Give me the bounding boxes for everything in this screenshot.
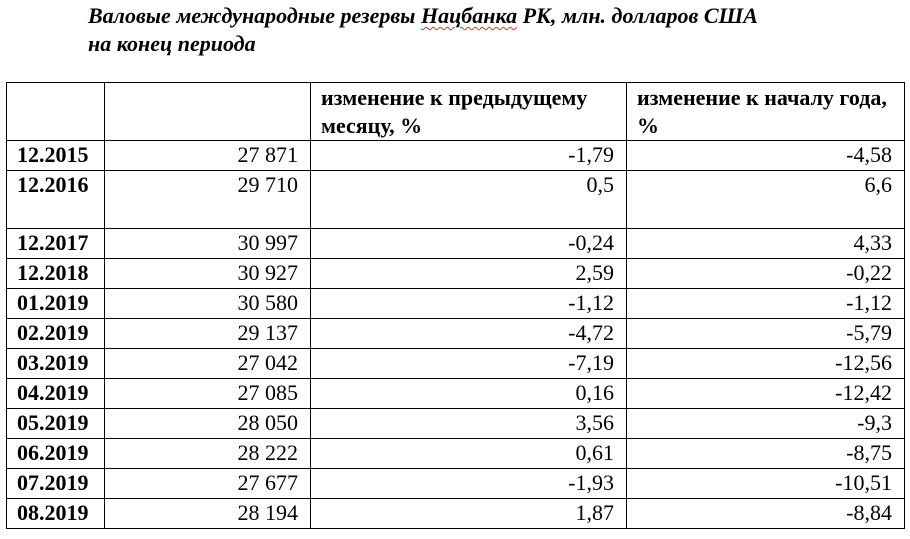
title-line-1 <box>88 2 758 30</box>
period-cell: 03.2019 <box>7 349 105 379</box>
document-title <box>88 2 758 58</box>
change-year-start-cell: -5,79 <box>627 319 905 349</box>
table-row <box>7 171 905 229</box>
table-row <box>7 349 905 379</box>
table-row <box>7 319 905 349</box>
period-cell: 02.2019 <box>7 319 105 349</box>
header-reserves <box>105 83 311 141</box>
change-prev-month-cell: -1,79 <box>311 141 627 171</box>
period-cell: 05.2019 <box>7 409 105 439</box>
reserves-cell: 28 222 <box>105 439 311 469</box>
title-spellcheck-word: Нацбанка <box>420 3 518 28</box>
reserves-cell: 28 194 <box>105 499 311 529</box>
change-year-start-cell: 6,6 <box>627 171 905 229</box>
change-prev-month-cell: -1,12 <box>311 289 627 319</box>
change-prev-month-cell: -1,93 <box>311 469 627 499</box>
header-period <box>7 83 105 141</box>
period-cell: 12.2017 <box>7 229 105 259</box>
reserves-cell: 30 927 <box>105 259 311 289</box>
reserves-cell: 27 677 <box>105 469 311 499</box>
change-year-start-cell: -1,12 <box>627 289 905 319</box>
change-year-start-cell: 4,33 <box>627 229 905 259</box>
table-row <box>7 141 905 171</box>
change-year-start-cell: -9,3 <box>627 409 905 439</box>
change-prev-month-cell: -7,19 <box>311 349 627 379</box>
change-year-start-cell: -8,75 <box>627 439 905 469</box>
change-year-start-cell: -12,56 <box>627 349 905 379</box>
header-change-year-start: изменение к началу года, % <box>627 83 905 141</box>
table-row <box>7 439 905 469</box>
period-cell: 04.2019 <box>7 379 105 409</box>
period-cell: 01.2019 <box>7 289 105 319</box>
reserves-cell: 29 710 <box>105 171 311 229</box>
header-change-prev-month: изменение к предыдущему месяцу, % <box>311 83 627 141</box>
reserves-cell: 29 137 <box>105 319 311 349</box>
reserves-cell: 28 050 <box>105 409 311 439</box>
reserves-cell: 27 042 <box>105 349 311 379</box>
table-row <box>7 499 905 529</box>
table-row <box>7 469 905 499</box>
period-cell: 08.2019 <box>7 499 105 529</box>
table-row <box>7 289 905 319</box>
change-year-start-cell: -12,42 <box>627 379 905 409</box>
period-cell: 07.2019 <box>7 469 105 499</box>
table-row <box>7 229 905 259</box>
change-prev-month-cell: -0,24 <box>311 229 627 259</box>
title-text-start: Валовые международные резервы <box>88 3 421 28</box>
title-line-2: на конец периода <box>88 31 256 56</box>
change-prev-month-cell: 0,5 <box>311 171 627 229</box>
reserves-cell: 27 871 <box>105 141 311 171</box>
change-prev-month-cell: 2,59 <box>311 259 627 289</box>
period-cell: 12.2016 <box>7 171 105 229</box>
table-header-row <box>7 83 905 141</box>
change-year-start-cell: -0,22 <box>627 259 905 289</box>
change-prev-month-cell: 0,16 <box>311 379 627 409</box>
change-year-start-cell: -4,58 <box>627 141 905 171</box>
change-prev-month-cell: 0,61 <box>311 439 627 469</box>
reserves-table <box>6 82 905 529</box>
change-prev-month-cell: 3,56 <box>311 409 627 439</box>
change-prev-month-cell: 1,87 <box>311 499 627 529</box>
period-cell: 12.2015 <box>7 141 105 171</box>
title-text-end: РК, млн. долларов США <box>517 3 758 28</box>
change-year-start-cell: -10,51 <box>627 469 905 499</box>
reserves-cell: 27 085 <box>105 379 311 409</box>
change-year-start-cell: -8,84 <box>627 499 905 529</box>
reserves-cell: 30 997 <box>105 229 311 259</box>
table-row <box>7 409 905 439</box>
table-row <box>7 379 905 409</box>
table-row <box>7 259 905 289</box>
period-cell: 06.2019 <box>7 439 105 469</box>
change-prev-month-cell: -4,72 <box>311 319 627 349</box>
table-body <box>7 141 905 529</box>
period-cell: 12.2018 <box>7 259 105 289</box>
reserves-cell: 30 580 <box>105 289 311 319</box>
